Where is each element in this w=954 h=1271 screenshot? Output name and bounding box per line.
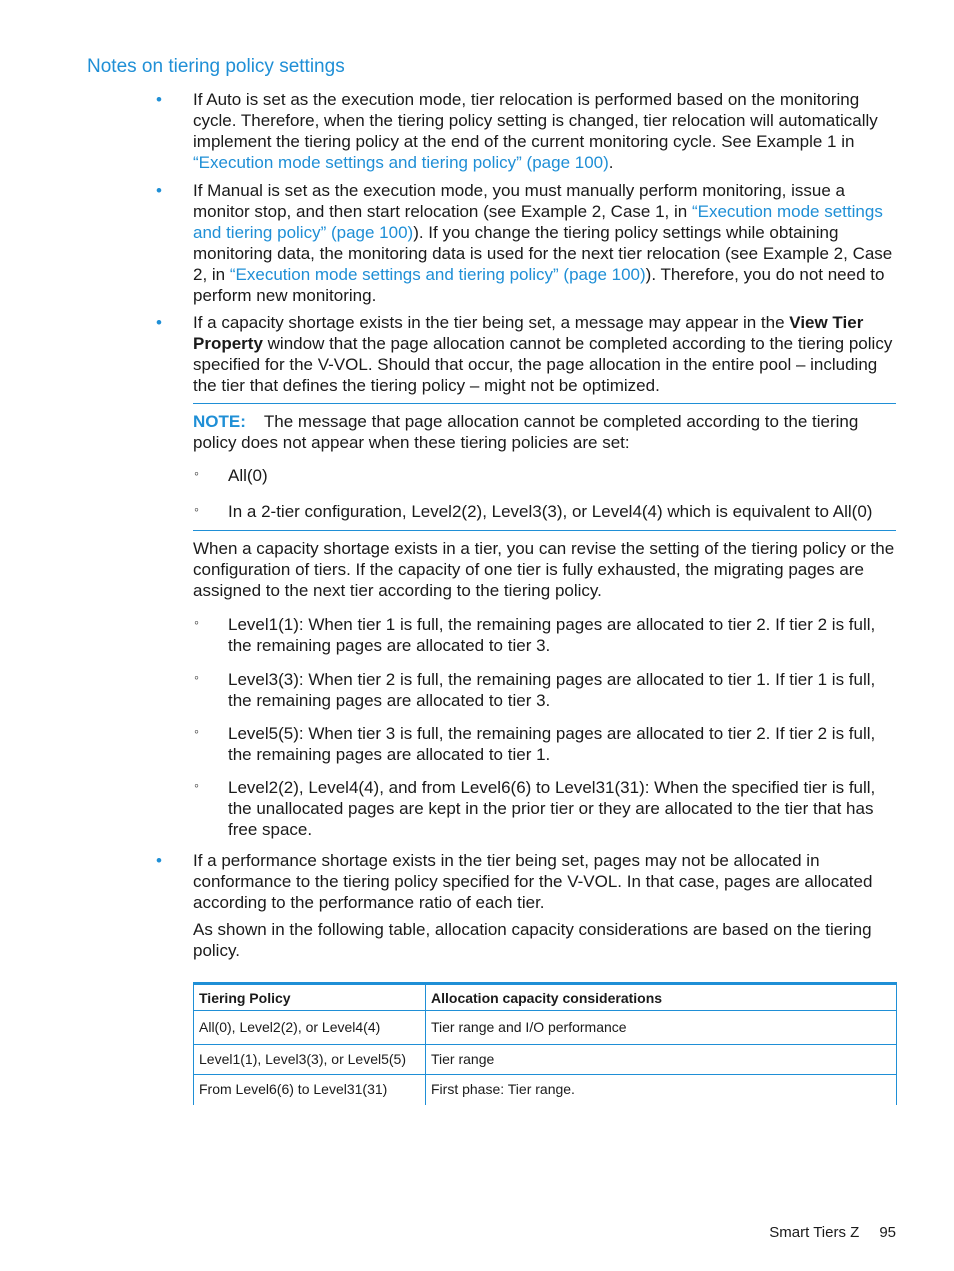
- bullet-marker: •: [156, 181, 162, 200]
- bullet-marker: •: [156, 313, 162, 332]
- table-row: [194, 1075, 897, 1105]
- note-list-item: ◦ In a 2-tier configuration, Level2(2), Level3(3), or Level4(4) which is equivalent to All(0): [194, 501, 873, 521]
- shortage-paragraph: When a capacity shortage exists in a tier, you can revise the setting of the tiering policy or the configuration of tiers. If the capacity of one tier is fully exhausted, the migrating pages are assigned to the next tier according to the tiering policy.: [193, 539, 895, 600]
- policy-list-item: ◦ Level1(1): When tier 1 is full, the remaining pages are allocated to tier 2. If tier 2 is full, the remaining pages are allocated to tier 3.: [194, 614, 876, 655]
- policy-list-item: ◦ Level5(5): When tier 3 is full, the remaining pages are allocated to tier 2. If tier 2 is full, the remaining pages are allocated to tier 1.: [194, 723, 876, 764]
- footer-section-name: Smart Tiers Z: [769, 1224, 860, 1241]
- bullet-text: As shown in the following table, allocation capacity considerations are based on the tiering policy.: [193, 920, 872, 960]
- table-cell: From Level6(6) to Level31(31): [194, 1075, 426, 1105]
- bullet-text: If a capacity shortage exists in the tier being set, a message may appear in the View Tier Property window that the page allocation cannot be completed according to the tiering policy specified for the V-VOL. Should that occur, the page allocation in the entire pool – including the tier that defines the tiering policy – might not be optimized.: [193, 313, 893, 395]
- table-row: [194, 1011, 897, 1045]
- policy-list-item: ◦ Level3(3): When tier 2 is full, the remaining pages are allocated to tier 1. If tier 1 is full, the remaining pages are allocated to tier 3.: [194, 669, 876, 710]
- note-bottom-rule: [193, 530, 896, 531]
- bullet-item: [156, 850, 897, 961]
- window-name: View Tier Property: [193, 313, 864, 353]
- note-top-rule: [193, 403, 896, 404]
- policy-list-item: ◦ Level2(2), Level4(4), and from Level6(6) to Level31(31): When the specified tier is full, the unallocated pages are kept in the prior tier or they are allocated to the tier that has free space.: [194, 777, 876, 839]
- cross-reference-link[interactable]: “Execution mode settings and tiering policy” (page 100): [229, 265, 646, 284]
- sub-bullet-marker: ◦: [194, 465, 199, 481]
- page-footer: [769, 1222, 896, 1243]
- bullet-item: [156, 89, 897, 173]
- bullet-item: [156, 180, 897, 306]
- sub-bullet-marker: ◦: [194, 669, 199, 685]
- cross-reference-link[interactable]: “Execution mode settings and tiering policy” (page 100): [193, 202, 883, 242]
- note-label: NOTE:: [193, 412, 246, 431]
- section-heading: Notes on tiering policy settings: [87, 56, 345, 77]
- allocation-table: [193, 982, 897, 1105]
- paragraph: [193, 538, 897, 601]
- note-list-item: ◦ All(0): [194, 465, 268, 485]
- bullet-text: If Auto is set as the execution mode, tier relocation is performed based on the monitoring cycle. Therefore, when the tiering policy setting is changed, tier relocation will automatically implement the tiering policy at the end of the current monitoring cycle. See Example 1 in “Execution mode settings and tiering policy” (page 100).: [193, 90, 878, 172]
- table-cell: Tier range and I/O performance: [426, 1011, 897, 1045]
- sub-bullet-marker: ◦: [194, 614, 199, 630]
- sub-bullet-marker: ◦: [194, 723, 199, 739]
- sub-bullet-marker: ◦: [194, 501, 199, 517]
- table-cell: All(0), Level2(2), or Level4(4): [194, 1011, 426, 1045]
- table-header-row: [194, 984, 897, 1011]
- table-cell: Tier range: [426, 1045, 897, 1075]
- table-header-cell: Allocation capacity considerations: [426, 984, 897, 1011]
- table-row: [194, 1045, 897, 1075]
- page-number: 95: [879, 1224, 896, 1241]
- cross-reference-link[interactable]: “Execution mode settings and tiering policy” (page 100): [193, 153, 609, 172]
- sub-bullet-marker: ◦: [194, 777, 199, 793]
- note-text: NOTE: The message that page allocation cannot be completed according to the tiering policy does not appear when these tiering policies are set:: [193, 412, 859, 452]
- bullet-text: If Manual is set as the execution mode, you must manually perform monitoring, issue a monitor stop, and then start relocation (see Example 2, Case 1, in “Execution mode settings and tiering policy” (page 100)). If you change the tiering policy settings while obtaining monitoring data, the monitoring data is used for the next tier relocation (see Example 2, Case 2, in “Execution mode settings and tiering policy” (page 100)). Therefore, you do not need to perform new monitoring.: [193, 181, 893, 305]
- table-cell: First phase: Tier range.: [426, 1075, 897, 1105]
- bullet-marker: •: [156, 90, 162, 109]
- bullet-text: If a performance shortage exists in the tier being set, pages may not be allocated in conformance to the tiering policy specified for the V-VOL. In that case, pages are allocated according to the performance ratio of each tier.: [193, 851, 873, 912]
- table-header-cell: Tiering Policy: [194, 984, 426, 1011]
- note-box: [193, 411, 897, 453]
- bullet-marker: •: [156, 851, 162, 870]
- table-cell: Level1(1), Level3(3), or Level5(5): [194, 1045, 426, 1075]
- bullet-item: [156, 312, 897, 396]
